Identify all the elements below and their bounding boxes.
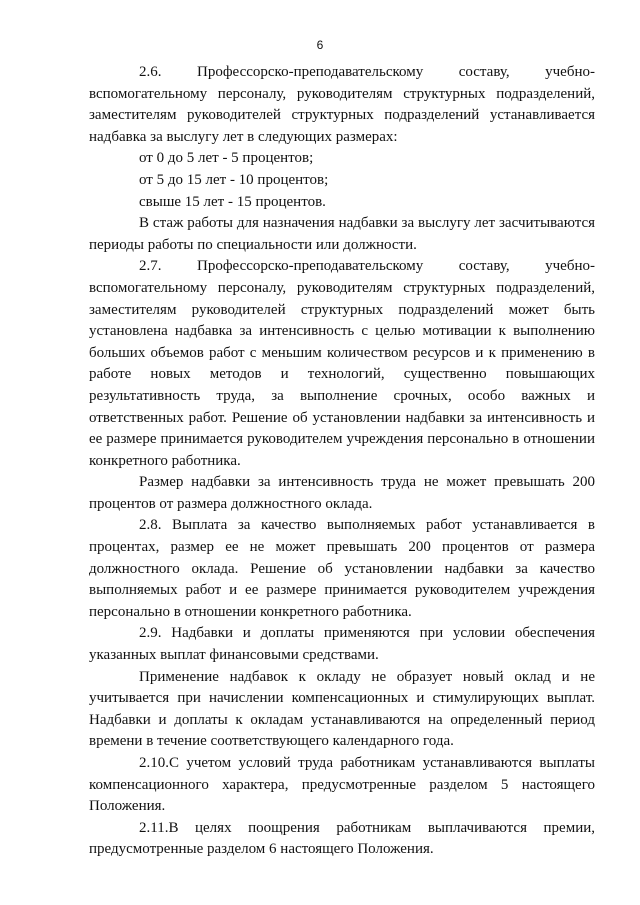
paragraph-2-7: 2.7. Профессорско-преподавательскому составу, учебно-вспомогательному персоналу, руководителям структурных подразделений, заместителям руководителей структурных подразделений может быть установлена надбавка за интенсивность с целью мотивации к выполнению больших объемов работ с меньшим количеством ресурсов и к применению в работе новых методов и технологий, существенно повышающих результативность труда, за выполнение срочных, особо важных и ответственных работ. Решение об установлении надбавки за интенсивность и ее размере принимается руководителем учреждения персонально в отношении конкретного работника. — [89, 258, 595, 469]
paragraph-2-9: 2.9. Надбавки и доплаты применяются при условии обеспечения указанных выплат финансовыми средствами. — [89, 625, 595, 664]
paragraph-allowances-application: Применение надбавок к окладу не образует новый оклад и не учитывается при начислении компенсационных и стимулирующих выплат. Надбавки и доплаты к окладам устанавливаются на определенный период времени в течение соответствующего календарного года. — [89, 668, 595, 750]
paragraph-intensity-limit: Размер надбавки за интенсивность труда не может превышать 200 процентов от размера должностного оклада. — [89, 474, 595, 512]
paragraph-2-8: 2.8. Выплата за качество выполняемых работ устанавливается в процентах, размер ее не может превышать 200 процентов от размера должностного оклада. Решение об установлении надбавки за качество выполняемых работ и ее размере принимается руководителем учреждения персонально в отношении конкретного работника. — [89, 517, 595, 620]
document-body — [89, 62, 595, 861]
list-item-seniority-over-15: свыше 15 лет - 15 процентов. — [139, 193, 326, 210]
list-item-seniority-5-15: от 5 до 15 лет - 10 процентов; — [139, 171, 329, 188]
page-number: 6 — [316, 38, 324, 52]
paragraph-seniority-periods: В стаж работы для назначения надбавки за выслугу лет засчитываются периоды работы по специальности или должности. — [89, 215, 595, 253]
paragraph-2-6: 2.6. Профессорско-преподавательскому составу, учебно-вспомогательному персоналу, руководителям структурных подразделений, заместителям руководителей структурных подразделений устанавливается надбавка за выслугу лет в следующих размерах: — [89, 64, 595, 145]
paragraph-2-10: 2.10.С учетом условий труда работникам устанавливаются выплаты компенсационного характера, предусмотренные разделом 5 настоящего Положения. — [89, 755, 595, 815]
paragraph-2-11: 2.11.В целях поощрения работникам выплачиваются премии, предусмотренные разделом 6 настоящего Положения. — [89, 819, 595, 858]
list-item-seniority-0-5: от 0 до 5 лет - 5 процентов; — [139, 150, 314, 167]
